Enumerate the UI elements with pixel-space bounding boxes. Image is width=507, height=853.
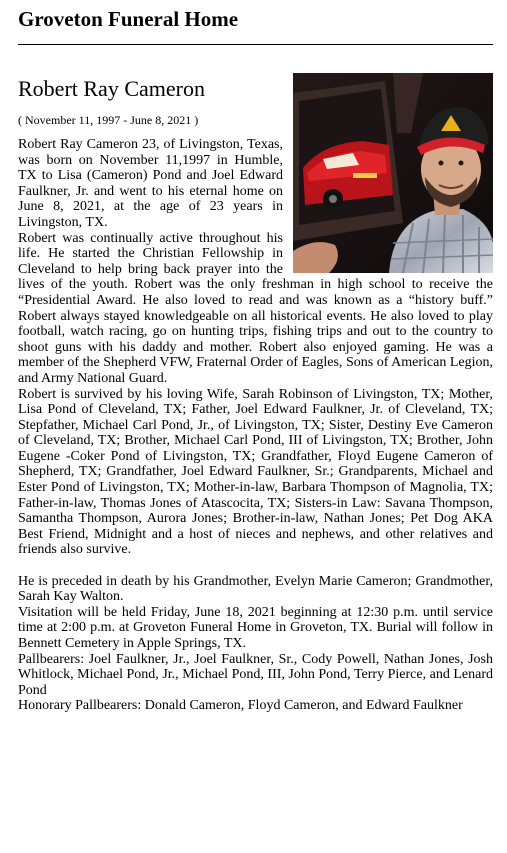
portrait-photo-image [293, 73, 493, 273]
obituary-paragraph: Pallbearers: Joel Faulkner, Jr., Joel Faulkner, Sr., Cody Powell, Nathan Jones, Josh Whitlock, Michael Pond, Jr., Michael Pond, III, John Pond, Terry Pierce, and Lenard Pond [18, 651, 493, 698]
portrait-photo [293, 73, 493, 273]
obituary-article [18, 74, 493, 714]
site-title: Groveton Funeral Home [18, 7, 239, 31]
obituary-paragraph: Honorary Pallbearers: Donald Cameron, Floyd Cameron, and Edward Faulkner [18, 698, 463, 714]
header-divider [18, 44, 493, 45]
obituary-paragraph: Robert is survived by his loving Wife, Sarah Robinson of Livingston, TX; Mother, Lisa Pond of Cleveland, TX; Father, Joel Edward Faulkner, Jr. of Cleveland, TX; Stepfather, Michael Carl Pond, Jr., of Livingston, TX; Sister, Destiny Eve Cameron of Cleveland, TX; Brother, Michael Carl Pond, III of Livingston, TX; Brother, John Eugene -Coker Pond of Livingston, TX; Grandfather, Floyd Eugene Cameron of Shepherd, TX; Grandfather, Joel Edward Faulkner, Sr.; Grandparents, Michael and Ester Pond of Livingston, TX; Mother-in-law, Barbara Thompson of Magnolia, TX; Father-in-law, Thomas Jones of Atascocita, TX; Sisters-in Law: Savana Thompson, Samantha Thompson, Aurora Jones; Brother-in-law, Nathan Jones; Pet Dog AKA Best Friend, Midnight and a host of nieces and nephews, and other relatives and friends also survive. [18, 386, 493, 558]
obituary-body [18, 137, 493, 714]
paragraph-spacer [18, 558, 493, 574]
obituary-dates: ( November 11, 1997 - June 8, 2021 ) [18, 113, 199, 127]
obituary-name: Robert Ray Cameron [18, 76, 205, 101]
obituary-paragraph: He is preceded in death by his Grandmother, Evelyn Marie Cameron; Grandmother, Sarah Kay Walton. [18, 573, 493, 605]
obituary-paragraph: Robert was continually active throughout his life. He started the Christian Fellowship in Cleveland to help bring back prayer into the lives of the youth. Robert was the only freshman in high school to receive the “Presidential Award. He also loved to read and was known as a “history buff.” Robert always stayed knowledgeable on all historical events. He also loved to play football, watch racing, go on hunting trips, fishing trips and out to the country to shoot guns with his daddy and mother. Robert also enjoyed gaming. He was a member of the Shepherd VFW, Fraternal Order of Eagles, Sons of American Legion, and Army National Guard. [18, 230, 493, 386]
obituary-paragraph: Robert Ray Cameron 23, of Livingston, Texas, was born on November 11,1997 in Humble, TX to Lisa (Cameron) Pond and Joel Edward Faulkner, Jr. and went to his eternal home on June 8, 2021, at the age of 23 years in Livingston, TX. [18, 137, 283, 230]
obituary-paragraph: Visitation will be held Friday, June 18, 2021 beginning at 12:30 p.m. until service time at 2:00 p.m. at Groveton Funeral Home in Groveton, TX. Burial will follow in Bennett Cemetery in Apple Springs, TX. [18, 604, 493, 651]
